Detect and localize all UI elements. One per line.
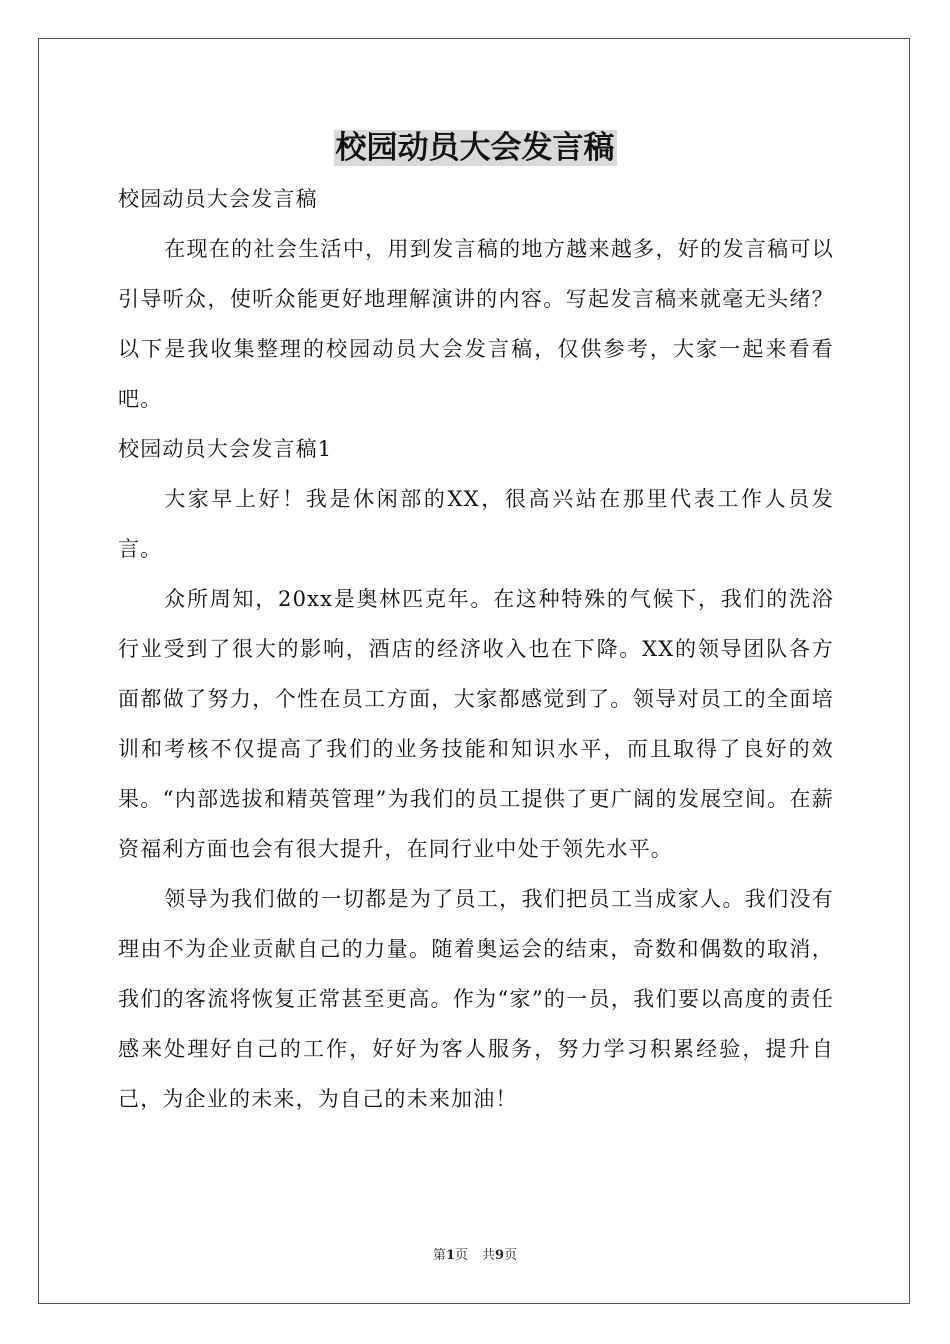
- page-prefix: 第: [432, 1248, 446, 1263]
- page-current: 1: [445, 1248, 455, 1263]
- total-prefix: 共: [482, 1248, 496, 1263]
- total-suffix: 页: [504, 1248, 518, 1263]
- document-title-text: 校园动员大会发言稿: [335, 130, 615, 166]
- document-body: [118, 174, 834, 1124]
- section-heading: 校园动员大会发言稿1: [118, 437, 333, 461]
- paragraph-greeting: 大家早上好！我是休闲部的XX，很高兴站在那里代表工作人员发言。: [118, 487, 834, 561]
- document-title: [0, 126, 950, 170]
- paragraph-closing: 领导为我们做的一切都是为了员工，我们把员工当成家人。我们没有理由不为企业贡献自己的力量。随着奥运会的结束，奇数和偶数的取消，我们的客流将恢复正常甚至更高。作为“家”的一员，我们要以高度的责任感来处理好自己的工作，好好为客人服务，努力学习积累经验，提升自己，为企业的未来，为自己的未来加油！: [118, 887, 834, 1111]
- document-subtitle: 校园动员大会发言稿: [118, 187, 318, 211]
- page-footer: [0, 1246, 950, 1266]
- paragraph-intro: 在现在的社会生活中，用到发言稿的地方越来越多，好的发言稿可以引导听众，使听众能更好地理解演讲的内容。写起发言稿来就毫无头绪？以下是我收集整理的校园动员大会发言稿，仅供参考，大家一起来看看吧。: [118, 237, 834, 411]
- page-suffix: 页: [454, 1248, 468, 1263]
- paragraph-background: 众所周知，20xx是奥林匹克年。在这种特殊的气候下，我们的洗浴行业受到了很大的影响，酒店的经济收入也在下降。XX的领导团队各方面都做了努力，个性在员工方面，大家都感觉到了。领导对员工的全面培训和考核不仅提高了我们的业务技能和知识水平，而且取得了良好的效果。“内部选拔和精英管理”为我们的员工提供了更广阔的发展空间。在薪资福利方面也会有很大提升，在同行业中处于领先水平。: [118, 587, 834, 861]
- page-total: 9: [495, 1248, 505, 1263]
